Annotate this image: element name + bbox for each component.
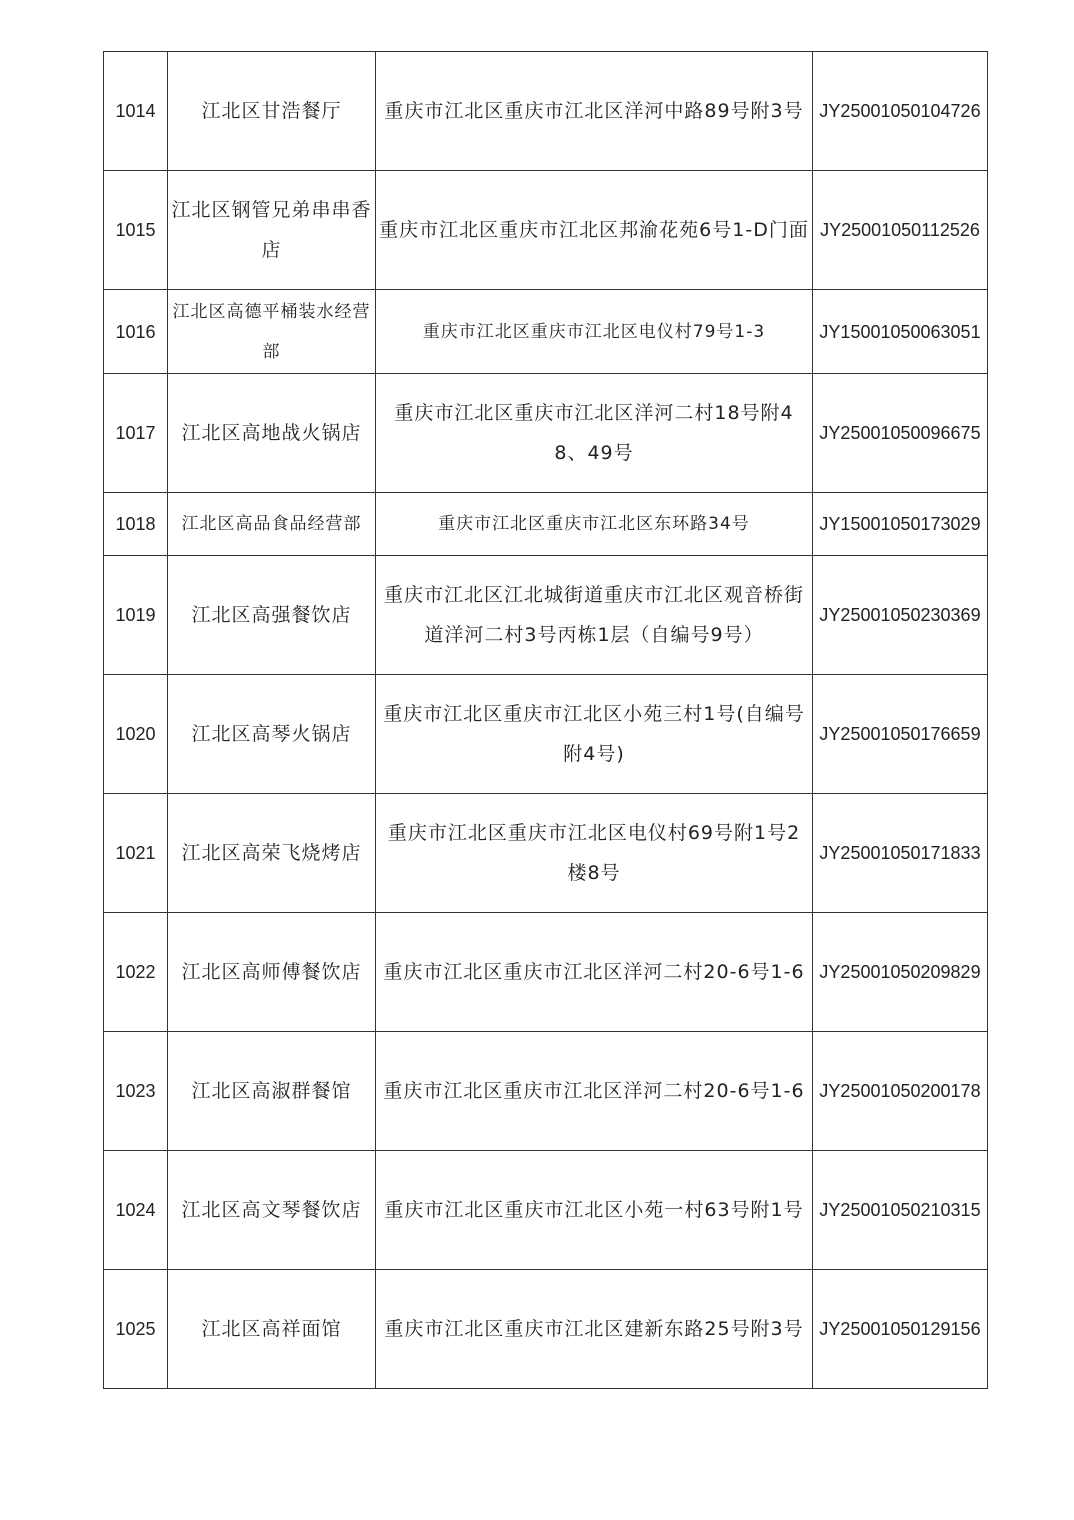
- row-number: 1017: [104, 374, 168, 493]
- row-number: 1021: [104, 794, 168, 913]
- business-name: 江北区高品食品经营部: [168, 493, 376, 556]
- business-name: 江北区高琴火锅店: [168, 675, 376, 794]
- business-address: 重庆市江北区重庆市江北区建新东路25号附3号: [376, 1270, 813, 1389]
- business-address: 重庆市江北区重庆市江北区洋河二村20-6号1-6: [376, 913, 813, 1032]
- table-row: [104, 1270, 988, 1389]
- license-number: JY15001050173029: [813, 493, 988, 556]
- table-row: [104, 493, 988, 556]
- row-number: 1016: [104, 290, 168, 374]
- license-number: JY25001050112526: [813, 171, 988, 290]
- row-number: 1024: [104, 1151, 168, 1270]
- table-row: [104, 1032, 988, 1151]
- business-address: 重庆市江北区江北城街道重庆市江北区观音桥街道洋河二村3号丙栋1层（自编号9号）: [376, 556, 813, 675]
- row-number: 1015: [104, 171, 168, 290]
- business-address: 重庆市江北区重庆市江北区电仪村69号附1号2楼8号: [376, 794, 813, 913]
- license-number: JY25001050230369: [813, 556, 988, 675]
- license-number: JY25001050171833: [813, 794, 988, 913]
- business-name: 江北区甘浩餐厅: [168, 52, 376, 171]
- row-number: 1018: [104, 493, 168, 556]
- business-address: 重庆市江北区重庆市江北区邦渝花苑6号1-D门面: [376, 171, 813, 290]
- business-name: 江北区高荣飞烧烤店: [168, 794, 376, 913]
- table-row: [104, 556, 988, 675]
- license-number: JY25001050210315: [813, 1151, 988, 1270]
- row-number: 1019: [104, 556, 168, 675]
- business-address: 重庆市江北区重庆市江北区洋河中路89号附3号: [376, 52, 813, 171]
- license-number: JY25001050209829: [813, 913, 988, 1032]
- table-row: [104, 171, 988, 290]
- table-row: [104, 52, 988, 171]
- table-row: [104, 794, 988, 913]
- business-address: 重庆市江北区重庆市江北区电仪村79号1-3: [376, 290, 813, 374]
- license-number: JY25001050104726: [813, 52, 988, 171]
- license-number: JY15001050063051: [813, 290, 988, 374]
- table-row: [104, 374, 988, 493]
- business-address: 重庆市江北区重庆市江北区洋河二村18号附48、49号: [376, 374, 813, 493]
- table-row: [104, 290, 988, 374]
- table-row: [104, 675, 988, 794]
- business-name: 江北区高祥面馆: [168, 1270, 376, 1389]
- table-row: [104, 1151, 988, 1270]
- table-row: [104, 913, 988, 1032]
- license-number: JY25001050129156: [813, 1270, 988, 1389]
- business-name: 江北区高淑群餐馆: [168, 1032, 376, 1151]
- business-name: 江北区高文琴餐饮店: [168, 1151, 376, 1270]
- business-name: 江北区钢管兄弟串串香店: [168, 171, 376, 290]
- row-number: 1014: [104, 52, 168, 171]
- license-number: JY25001050096675: [813, 374, 988, 493]
- business-address: 重庆市江北区重庆市江北区东环路34号: [376, 493, 813, 556]
- business-address: 重庆市江北区重庆市江北区洋河二村20-6号1-6: [376, 1032, 813, 1151]
- business-name: 江北区高地战火锅店: [168, 374, 376, 493]
- row-number: 1022: [104, 913, 168, 1032]
- license-number: JY25001050200178: [813, 1032, 988, 1151]
- business-address: 重庆市江北区重庆市江北区小苑一村63号附1号: [376, 1151, 813, 1270]
- row-number: 1020: [104, 675, 168, 794]
- business-name: 江北区高强餐饮店: [168, 556, 376, 675]
- row-number: 1025: [104, 1270, 168, 1389]
- business-address: 重庆市江北区重庆市江北区小苑三村1号(自编号附4号): [376, 675, 813, 794]
- business-name: 江北区高德平桶装水经营部: [168, 290, 376, 374]
- business-name: 江北区高师傅餐饮店: [168, 913, 376, 1032]
- row-number: 1023: [104, 1032, 168, 1151]
- license-number: JY25001050176659: [813, 675, 988, 794]
- license-table: [103, 51, 988, 1389]
